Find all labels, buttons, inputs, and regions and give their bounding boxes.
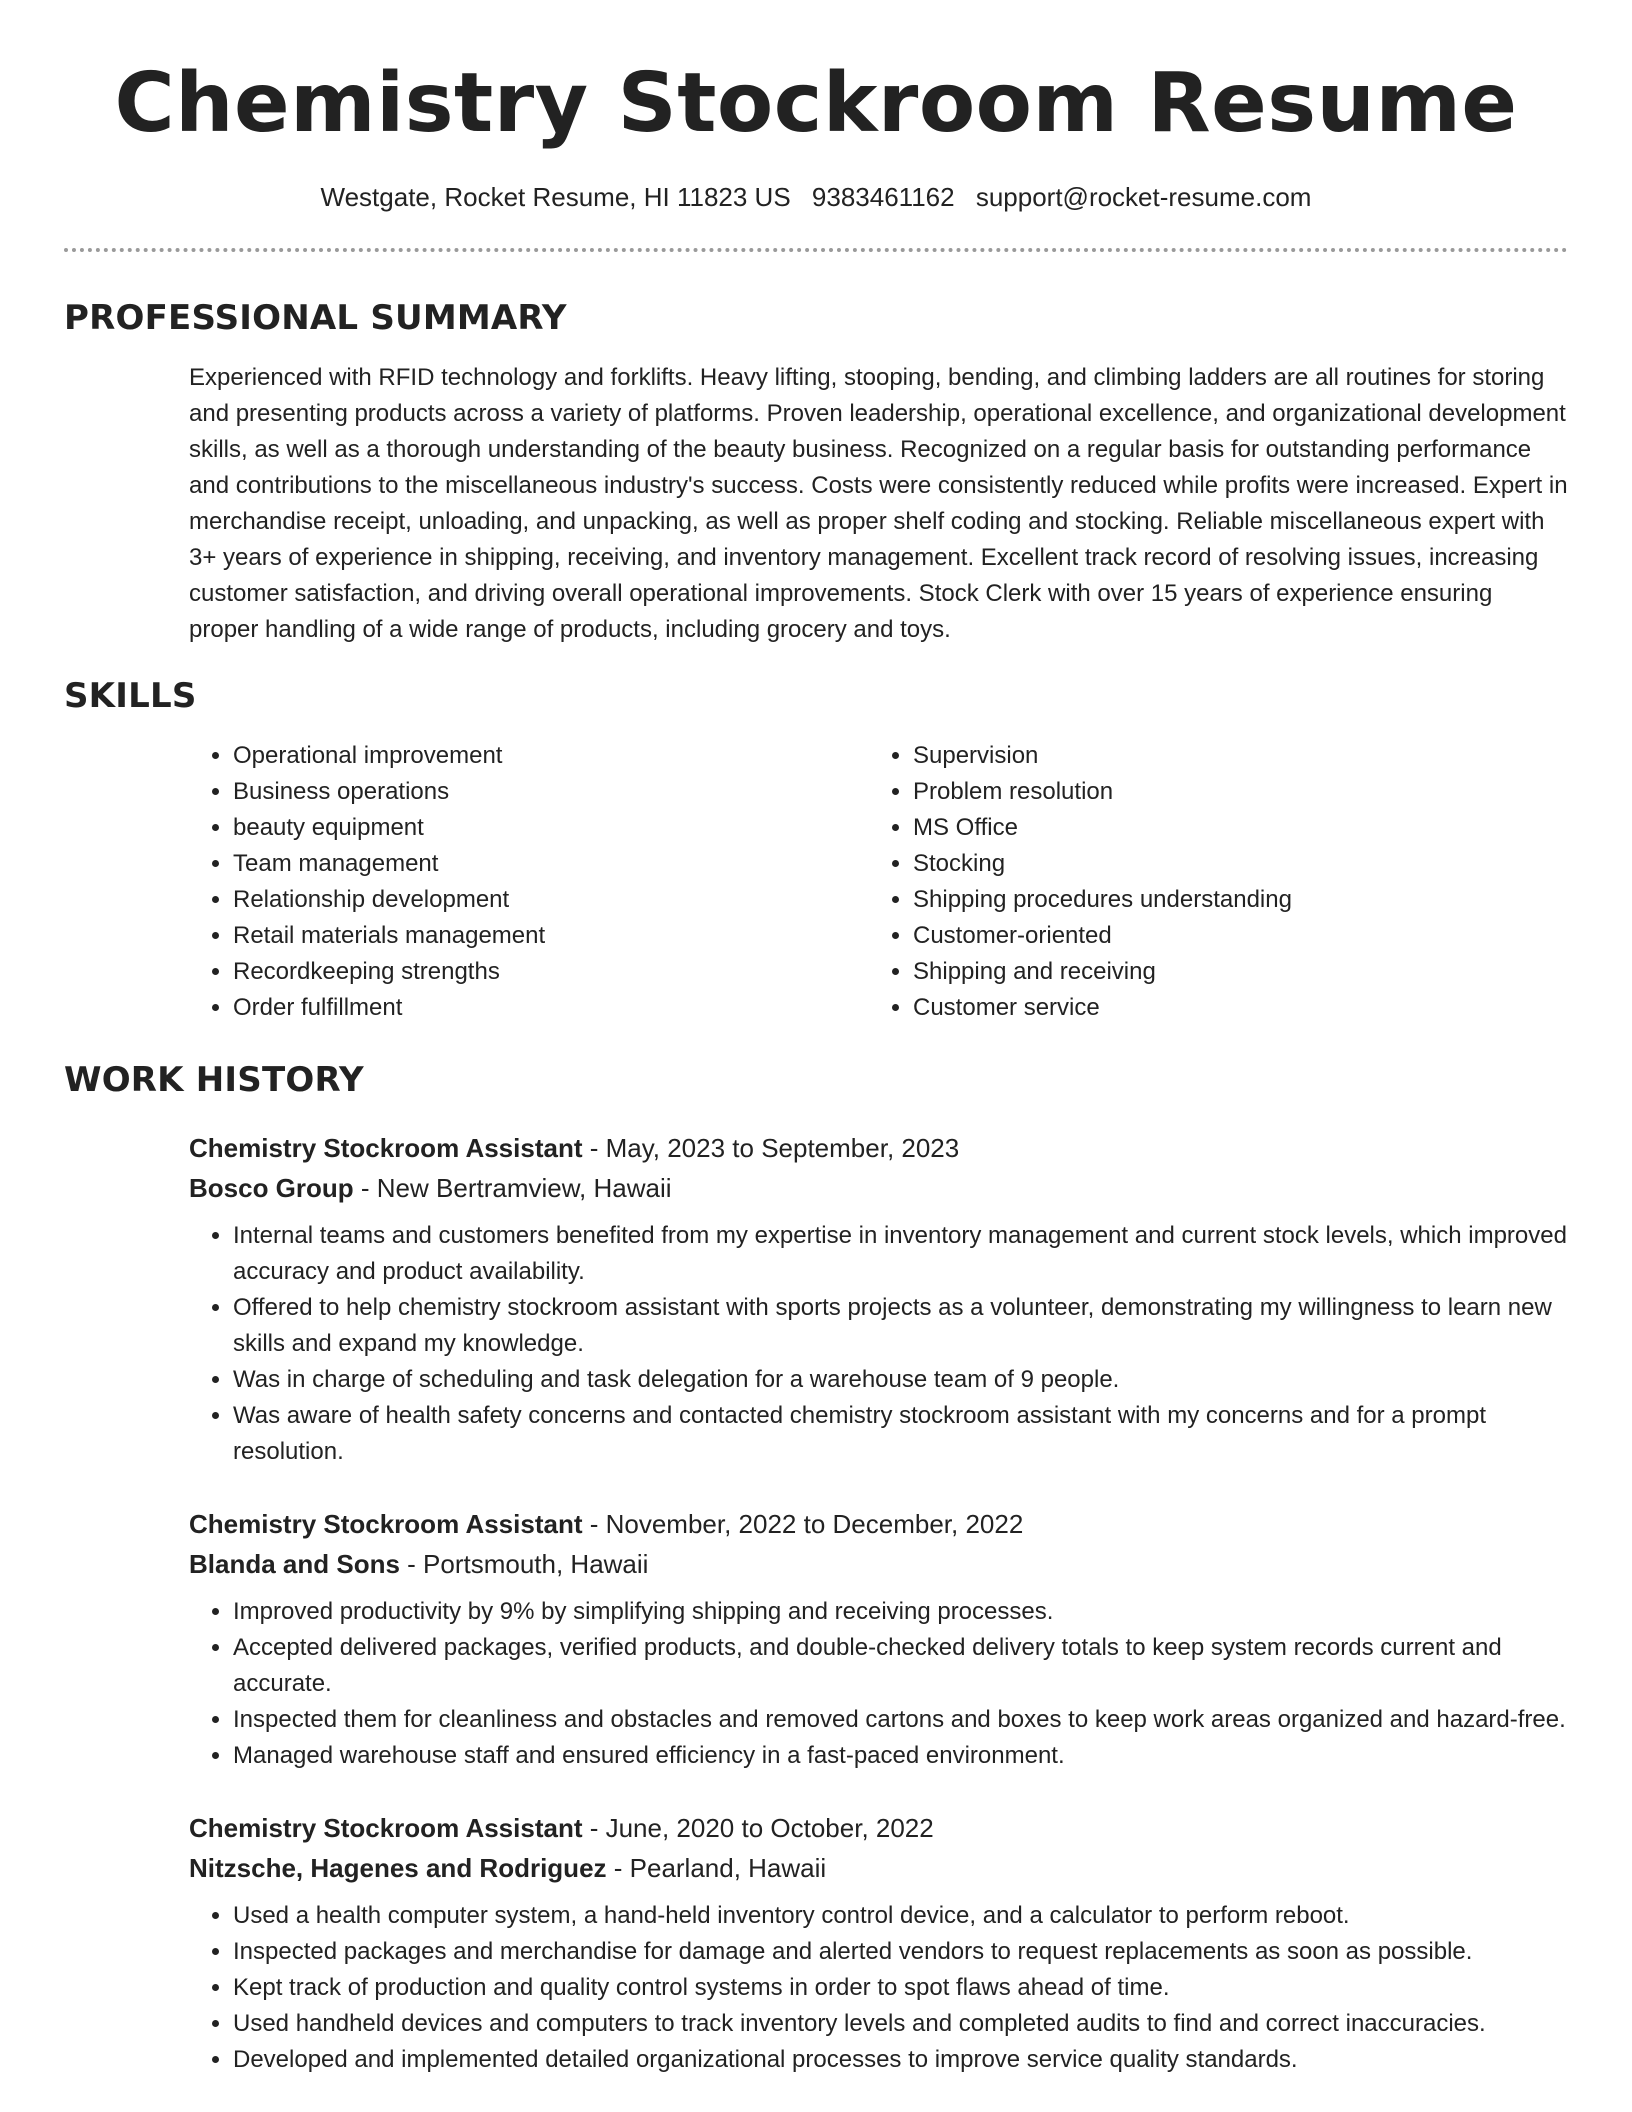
skill-item: • Shipping and receiving (913, 954, 1292, 990)
job-entry (189, 1808, 1568, 2078)
section-title-summary: PROFESSIONAL SUMMARY (64, 298, 567, 338)
skill-item: • MS Office (913, 810, 1292, 846)
section-title-skills: SKILLS (64, 676, 197, 716)
job-bullet: • Offered to help chemistry stockroom assistant with sports projects as a volunteer, demonstrating my willingness to learn new skills and expand my knowledge. (233, 1290, 1568, 1362)
contact-address: Westgate, Rocket Resume, HI 11823 US (320, 182, 791, 212)
skills-column-right (869, 738, 1292, 1026)
job-dates: - June, 2020 to October, 2022 (582, 1813, 934, 1843)
job-bullet: • Inspected them for cleanliness and obstacles and removed cartons and boxes to keep work areas organized and hazard-free. (233, 1702, 1568, 1738)
skills-column-left (189, 738, 869, 1026)
job-bullet: • Kept track of production and quality control systems in order to spot flaws ahead of time. (233, 1970, 1568, 2006)
skill-item: • Shipping procedures understanding (913, 882, 1292, 918)
job-company: Nitzsche, Hagenes and Rodriguez (189, 1853, 607, 1883)
job-company-line (189, 1848, 1568, 1888)
job-bullet: • Developed and implemented detailed organizational processes to improve service quality standards. (233, 2042, 1568, 2078)
job-bullet: • Internal teams and customers benefited from my expertise in inventory management and current stock levels, which improved accuracy and product availability. (233, 1218, 1568, 1290)
contact-phone: 9383461162 (811, 182, 955, 212)
job-location: - Portsmouth, Hawaii (399, 1549, 649, 1579)
job-dates: - November, 2022 to December, 2022 (582, 1509, 1024, 1539)
job-bullet: • Managed warehouse staff and ensured efficiency in a fast-paced environment. (233, 1738, 1568, 1774)
job-dates: - May, 2023 to September, 2023 (582, 1133, 960, 1163)
job-entry (189, 1128, 1568, 1470)
skill-item: • Problem resolution (913, 774, 1292, 810)
skill-item: • Retail materials management (233, 918, 869, 954)
skill-item: • beauty equipment (233, 810, 869, 846)
job-bullets (189, 1594, 1568, 1774)
job-bullet: • Used handheld devices and computers to track inventory levels and completed audits to find and correct inaccuracies. (233, 2006, 1568, 2042)
job-bullet: • Used a health computer system, a hand-held inventory control device, and a calculator to perform reboot. (233, 1898, 1568, 1934)
skills-list (189, 738, 1568, 1026)
summary-text: Experienced with RFID technology and forklifts. Heavy lifting, stooping, bending, and climbing ladders are all routines for storing and presenting products across a variety of platforms. Proven leadership, operational excellence, and organizational development skills, as well as a thorough understanding of the beauty business. Recognized on a regular basis for outstanding performance and contributions to the miscellaneous industry's success. Costs were consistently reduced while profits were increased. Expert in merchandise receipt, unloading, and unpacking, as well as proper shelf coding and stocking. Reliable miscellaneous expert with 3+ years of experience in shipping, receiving, and inventory management. Excellent track record of resolving issues, increasing customer satisfaction, and driving overall operational improvements. Stock Clerk with over 15 years of experience ensuring proper handling of a wide range of products, including grocery and toys. (189, 364, 1568, 643)
skill-item: • Team management (233, 846, 869, 882)
job-role: Chemistry Stockroom Assistant (189, 1509, 583, 1539)
job-role: Chemistry Stockroom Assistant (189, 1813, 583, 1843)
job-bullet: • Improved productivity by 9% by simplifying shipping and receiving processes. (233, 1594, 1568, 1630)
skill-item: • Customer-oriented (913, 918, 1292, 954)
skill-item: • Supervision (913, 738, 1292, 774)
skill-item: • Stocking (913, 846, 1292, 882)
job-bullets (189, 1218, 1568, 1470)
skill-item: • Relationship development (233, 882, 869, 918)
job-bullet: • Accepted delivered packages, verified products, and double-checked delivery totals to keep system records current and accurate. (233, 1630, 1568, 1702)
skill-item: • Customer service (913, 990, 1292, 1026)
job-bullets (189, 1898, 1568, 2078)
section-title-work-history: WORK HISTORY (64, 1060, 364, 1100)
skill-item: • Operational improvement (233, 738, 869, 774)
job-entry (189, 1504, 1568, 1774)
job-location: - New Bertramview, Hawaii (353, 1173, 672, 1203)
job-company-line (189, 1544, 1568, 1584)
job-company: Bosco Group (189, 1173, 354, 1203)
job-bullet: • Inspected packages and merchandise for damage and alerted vendors to request replacements as soon as possible. (233, 1934, 1568, 1970)
contact-line (0, 180, 1632, 214)
job-company: Blanda and Sons (189, 1549, 400, 1579)
job-role-line (189, 1504, 1568, 1544)
job-location: - Pearland, Hawaii (606, 1853, 827, 1883)
job-company-line (189, 1168, 1568, 1208)
skill-item: • Recordkeeping strengths (233, 954, 869, 990)
skill-item: • Business operations (233, 774, 869, 810)
job-role-line (189, 1808, 1568, 1848)
header-divider (64, 248, 1568, 252)
job-bullet: • Was aware of health safety concerns and contacted chemistry stockroom assistant with my concerns and for a prompt resolution. (233, 1398, 1568, 1470)
skill-item: • Order fulfillment (233, 990, 869, 1026)
job-role: Chemistry Stockroom Assistant (189, 1133, 583, 1163)
contact-email: support@rocket-resume.com (975, 182, 1312, 212)
job-bullet: • Was in charge of scheduling and task delegation for a warehouse team of 9 people. (233, 1362, 1568, 1398)
job-role-line (189, 1128, 1568, 1168)
resume-title: Chemistry Stockroom Resume (114, 56, 1518, 151)
